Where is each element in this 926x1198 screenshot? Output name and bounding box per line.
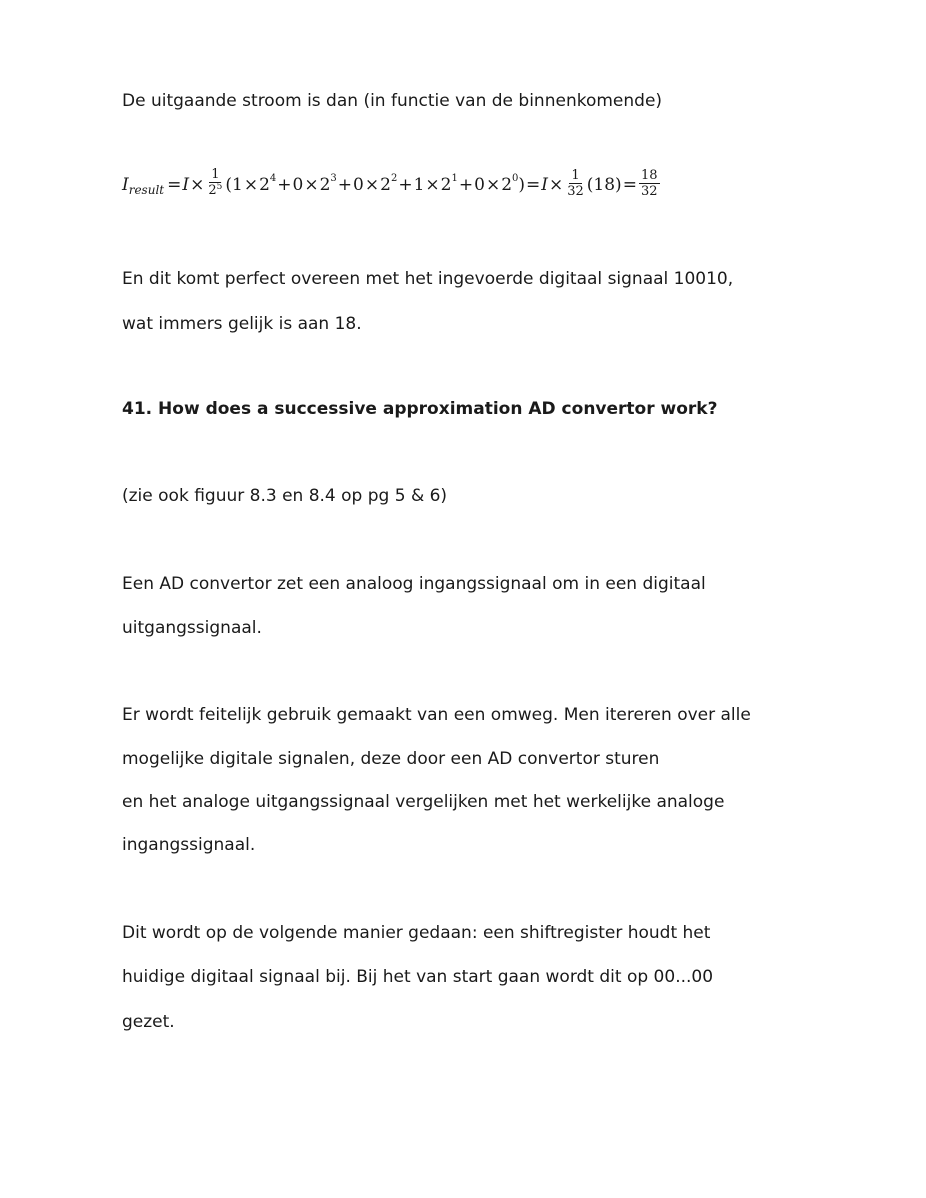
formula-value: (18) [586, 175, 622, 195]
paragraph-line: ingangssignaal. [122, 835, 256, 855]
fraction-numerator: 18 [640, 168, 658, 183]
paragraph-line: huidige digitaal signaal bij. Bij het van start gaan wordt dit op 00...00 [122, 967, 714, 987]
formula-current-symbol: I [541, 175, 548, 195]
formula-plus: + [277, 175, 292, 195]
formula-plus: + [458, 175, 474, 195]
formula-paren: ( [225, 175, 232, 195]
paragraph-line: gezet. [122, 1012, 175, 1032]
formula-equals: = [526, 175, 541, 195]
formula-times: × [549, 175, 564, 195]
paragraph-line: wat immers gelijk is aan 18. [122, 314, 362, 334]
formula-current-symbol: I [122, 175, 129, 195]
paragraph-line: Er wordt feitelijk gebruik gemaakt van een omweg. Men itereren over alle [122, 705, 751, 725]
formula-fraction-3 [639, 169, 660, 199]
formula-equals: = [622, 175, 637, 195]
formula-coef: 0 [474, 175, 485, 195]
math-formula: I result = I × $\frac{1}{2^5}$ ( 1 × 2 $^4$ + 0 × 2 $^3$ + 0 × 2 $^2$ + 1 × 2 $^1$ + 0 × 2 $^0$ ) = I × $\frac{1}{32}$ (18) = $\frac{18}{32}$ [122, 167, 658, 199]
fraction-denominator: 32 [640, 184, 658, 199]
paragraph-line: En dit komt perfect overeen met het ingevoerde digitaal signaal 10010, [122, 269, 734, 289]
formula-fraction-1 [206, 168, 224, 200]
fraction-numerator: 1 [211, 167, 220, 182]
formula-current-symbol: I [182, 175, 190, 195]
fraction-denominator: 32 [567, 184, 584, 199]
paragraph-line: mogelijke digitale signalen, deze door een AD convertor sturen [122, 749, 660, 769]
formula-coef: 0 [292, 175, 304, 195]
formula-coef: 0 [353, 175, 364, 195]
formula-fraction-2 [565, 169, 586, 199]
formula-subscript: result [128, 183, 165, 197]
formula-plus: + [398, 175, 413, 195]
formula-times: × [190, 175, 205, 195]
section-heading: 41. How does a successive approximation AD convertor work? [122, 399, 718, 419]
formula-plus: + [337, 175, 353, 195]
formula-paren: ) [518, 175, 526, 195]
fraction-denominator: $2^5$ [208, 182, 223, 198]
paragraph-line: en het analoge uitgangssignaal vergelijken met het werkelijke analoge [122, 792, 725, 812]
paragraph-line: Een AD convertor zet een analoog ingangssignaal om in een digitaal [122, 574, 706, 594]
paragraph-line: Dit wordt op de volgende manier gedaan: een shiftregister houdt het [122, 923, 711, 943]
formula-coef: 1 [413, 175, 425, 195]
paragraph-line: uitgangssignaal. [122, 618, 262, 638]
formula-equals: = [167, 175, 182, 195]
paragraph-line: (zie ook figuur 8.3 en 8.4 op pg 5 & 6) [122, 486, 448, 506]
formula-coef: 1 [231, 175, 243, 195]
paragraph-line: De uitgaande stroom is dan (in functie van de binnenkomende) [122, 91, 663, 111]
fraction-numerator: 1 [571, 168, 580, 183]
